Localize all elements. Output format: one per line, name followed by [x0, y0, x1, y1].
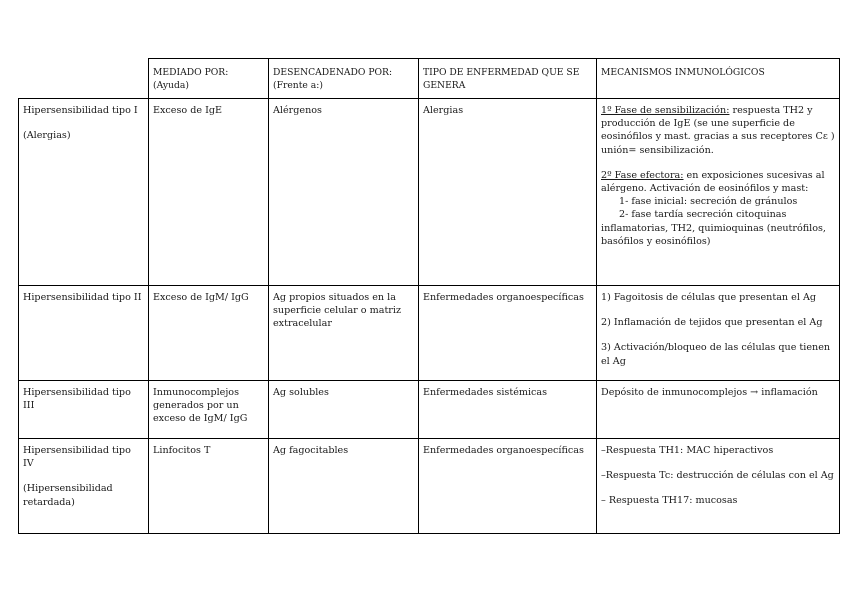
mechanism-item: 2) Inflamación de tejidos que presentan el Ag — [601, 317, 823, 329]
header-disease-type: TIPO DE ENFERMEDAD QUE SE GENERA — [419, 59, 597, 99]
triggered-cell: Alérgenos — [269, 99, 419, 286]
type-cell — [19, 439, 149, 534]
header-mechanisms: MECANISMOS INMUNOLÓGICOS — [597, 59, 840, 99]
phase1-text: respuesta TH2 y producción de IgE (se une superficie de eosinófilos y mast. gracias a sus receptores Cε ) unión= sensibilización. — [601, 105, 835, 156]
phase2-item-2-cont: inflamatorias, TH2, quimioquinas (neutrófilos, basófilos y eosinófilos) — [601, 222, 826, 247]
phase2-paragraph — [601, 169, 835, 195]
table-row — [19, 439, 840, 534]
phase2-title: 2º Fase efectora: — [601, 169, 684, 181]
type-sublabel: (Hipersensibilidad retardada) — [23, 483, 113, 508]
header-mediated: MEDIADO POR: (Ayuda) — [149, 59, 269, 99]
table-row — [19, 99, 840, 286]
mediated-cell: Linfocitos T — [149, 439, 269, 534]
header-row — [19, 59, 840, 99]
type-cell — [19, 99, 149, 286]
mediated-cell: Exceso de IgE — [149, 99, 269, 286]
mediated-cell: Inmunocomplejos generados por un exceso de IgM/ IgG — [149, 381, 269, 439]
triggered-cell: Ag fagocitables — [269, 439, 419, 534]
mechanism-cell — [597, 99, 840, 286]
mechanism-item: 3) Activación/bloqueo de las células que tienen el Ag — [601, 342, 831, 367]
phase1-title: 1º Fase de sensibilización: — [601, 105, 730, 116]
disease-cell: Alergias — [419, 99, 597, 286]
phase1-paragraph — [601, 104, 835, 157]
disease-cell: Enfermedades organoespecíficas — [419, 439, 597, 534]
phase2-item-1: 1- fase inicial: secreción de gránulos — [619, 196, 798, 208]
mediated-cell: Exceso de IgM/ IgG — [149, 286, 269, 381]
disease-cell: Enfermedades organoespecíficas — [419, 286, 597, 381]
mechanism-item: – Respuesta TH17: mucosas — [601, 495, 738, 507]
mechanism-item: –Respuesta Tc: destrucción de células con el Ag — [601, 470, 834, 482]
type-sublabel: (Alergias) — [23, 130, 71, 142]
triggered-cell: Ag solubles — [269, 381, 419, 439]
mechanism-cell: Depósito de inmunocomplejos → inflamación — [597, 381, 840, 439]
phase2-item-2: 2- fase tardía secreción citoquinas — [619, 209, 787, 221]
table-row — [19, 381, 840, 439]
header-empty-cell — [19, 59, 149, 99]
mechanism-item: 1) Fagoitosis de células que presentan el Ag — [601, 292, 817, 303]
type-cell: Hipersensibilidad tipo II — [19, 286, 149, 381]
type-label: Hipersensibilidad tipo I — [23, 105, 138, 116]
mechanism-item: –Respuesta TH1: MAC hiperactivos — [601, 445, 774, 456]
mechanism-cell — [597, 439, 840, 534]
mechanism-cell — [597, 286, 840, 381]
hypersensitivity-table — [18, 58, 840, 534]
type-cell: Hipersensibilidad tipo III — [19, 381, 149, 439]
type-label: Hipersensibilidad tipo IV — [23, 445, 131, 470]
triggered-cell: Ag propios situados en la superficie celular o matriz extracelular — [269, 286, 419, 381]
table-row — [19, 286, 840, 381]
phase2-text: en exposiciones sucesivas al alérgeno. Activación de eosinófilos y mast: — [601, 169, 825, 195]
disease-cell: Enfermedades sistémicas — [419, 381, 597, 439]
header-triggered: DESENCADENADO POR: (Frente a:) — [269, 59, 419, 99]
